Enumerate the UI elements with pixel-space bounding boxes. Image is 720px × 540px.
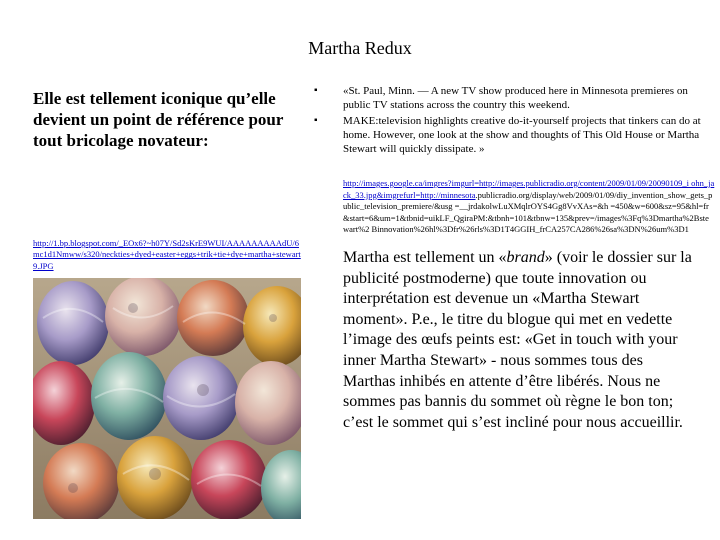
image-url-link[interactable]: http://1.bp.blogspot.com/_EOx6?~h07Y/Sd2sKrE9WUI/AAAAAAAAAdU/6mc1d1Nmww/s320/neckties+dyed+easter+eggs+trik+tie+dye+martha+stewart9.JPG [33, 238, 301, 271]
bullet-item [314, 114, 714, 156]
slide-title: Martha Redux [308, 38, 412, 58]
lead-text: Elle est tellement iconique qu’elle devient un point de référence pour tout bricolage novateur: [33, 89, 284, 150]
body-text-rest: » (voir le dossier sur la publicité postmoderne) que toute innovation ou interprétation est devenue un «Martha Stewart moment». P.e., le titre du blogue qui met en vedette l’image des œufs peints est: «Get in touch with your inner Martha Stewart» - nous sommes tous des Marthas inhibés en attente d’être libérés. Nous ne sommes pas bannis du sommet où règne le bon ton; c’est le sommet qui s’est incliné pour nous accueillir. [343, 249, 692, 431]
body-text-start: Martha est tellement un « [343, 249, 507, 266]
bullet-marker-icon: ▪ [314, 85, 318, 96]
bullet-item [314, 84, 714, 112]
source-url-text: .publicradio.org/display/web/2009/01/09/diy_invention_show_gets_public_television_premiere/&usg =__jrdakolwLuXMqlrOYS4Gg8VvXAs=&h =450&w=600&sz=95&hl=fr&start=6&um=1&tbnid=uikLF_QgiraPM:&tbnh=101&tbnw=135&prev=/images%3Fq%3Dmartha%2Bstewart%2 Binnovation%26hl%3Dfr%26rls%3D1T4GGIH_frCA257CA286%26sa%3DN%26um%3D1 [343, 189, 713, 235]
bullet-text: MAKE:television highlights creative do-it-yourself projects that tinkers can do at home. However, one look at the show and thoughts of This Old House or Martha Stewart will quickly dissipate. » [343, 115, 701, 155]
body-paragraph [343, 248, 698, 433]
easter-eggs-photo [33, 278, 301, 519]
bullet-marker-icon: ▪ [314, 115, 318, 126]
source-url-block [343, 178, 715, 236]
quote-bullet-list [314, 84, 714, 156]
bullet-text: «St. Paul, Minn. — A new TV show produced here in Minnesota premieres on public TV stations across the country this weekend. [343, 85, 688, 111]
source-url-link[interactable]: http://images.google.ca/imgres?imgurl=http://images.publicradio.org/content/2009/01/09/20090109_i ohn_jack_33.jpg&imgrefurl=http://minnesota [343, 178, 715, 200]
brand-emphasis: brand [506, 249, 545, 266]
